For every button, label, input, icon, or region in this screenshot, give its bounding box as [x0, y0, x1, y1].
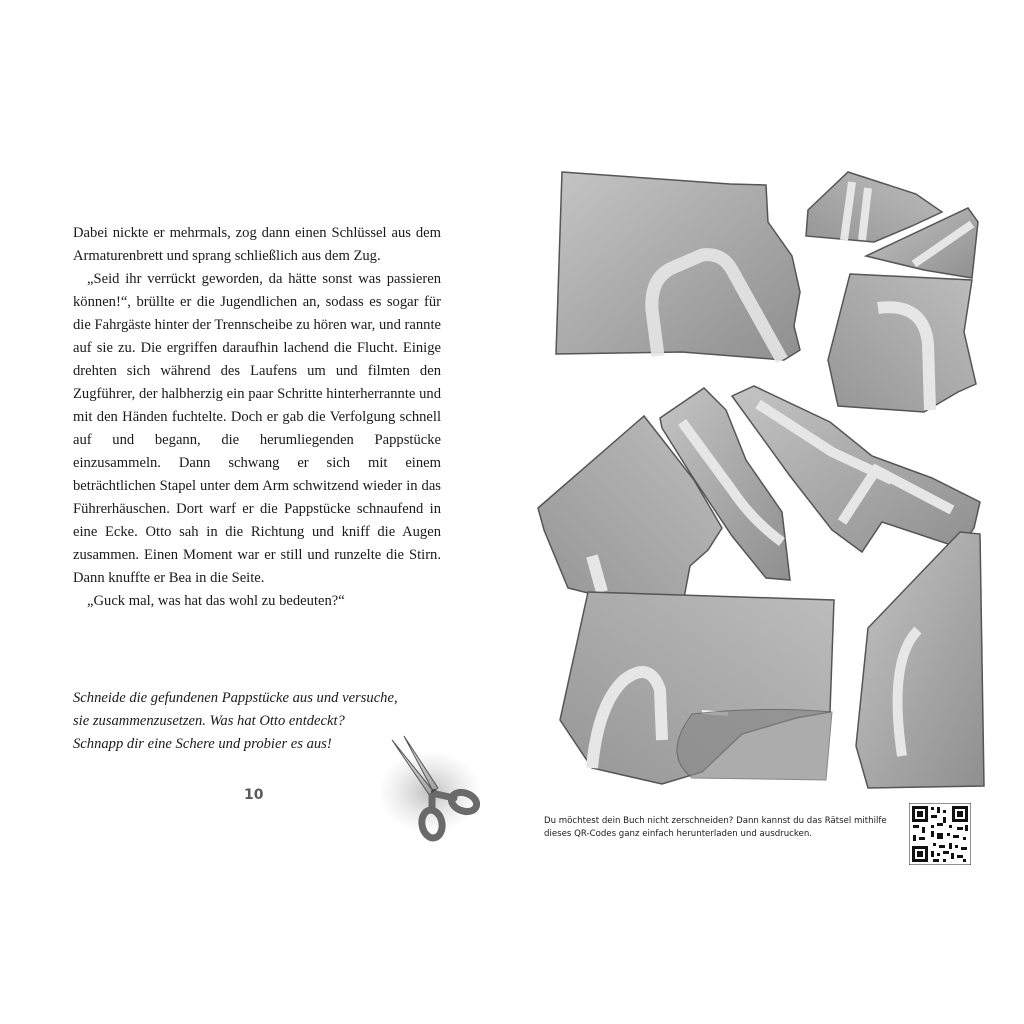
paragraph-1: Dabei nickte er mehrmals, zog dann einen Schlüssel aus dem Armaturenbrett und sprang schließlich aus dem Zug. [73, 225, 441, 264]
instruction-line-3: Schnapp dir eine Schere und probier es aus! [73, 736, 332, 752]
page-number: 10 [244, 787, 264, 803]
cardboard-piece-4 [828, 274, 976, 412]
qr-code-icon[interactable] [909, 803, 971, 865]
caption-line-1: Du möchtest dein Buch nicht zerschneiden? Dann kannst du das Rätsel mithilfe [544, 816, 887, 826]
qr-caption [544, 815, 914, 841]
instruction-line-2: sie zusammenzusetzen. Was hat Otto entdeckt? [73, 713, 345, 729]
instruction-line-1: Schneide die gefundenen Pappstücke aus und versuche, [73, 690, 398, 706]
cardboard-piece-8 [560, 592, 834, 784]
cardboard-piece-1 [556, 172, 800, 360]
paragraph-2: „Seid ihr verrückt geworden, da hätte sonst was passieren können!“, brüllte er die Jugendlichen an, sodass es sogar für die Fahrgäste hinter der Trennscheibe zu hören war, und rannte auf sie zu. Die ergriffen daraufhin lachend die Flucht. Einige drehten sich während des Laufens um und filmten den Zugführer, der halbherzig ein paar Schritte hinterherrannte und mit den Händen fuchtelte. Doch er gab die Verfolgung schnell auf und begann, die herumliegenden Pappstücke einzusammeln. Dann schwang er sich mit einem beträchtlichen Stapel unter dem Arm schwitzend wieder in das Führerhäuschen. Dort warf er die Pappstücke schnaufend in eine Ecke. Otto sah in die Richtung und kniff die Augen zusammen. Einen Moment war er still und runzelte die Stirn. Dann knuffte er Bea in die Seite. [73, 271, 441, 586]
cardboard-pieces [532, 160, 1002, 800]
paragraph-3: „Guck mal, was hat das wohl zu bedeuten?“ [87, 593, 345, 609]
right-page [512, 0, 1024, 1024]
caption-line-2: dieses QR-Codes ganz einfach herunterladen und ausdrucken. [544, 829, 813, 839]
cardboard-piece-9 [856, 532, 984, 788]
scissors-icon [372, 734, 490, 844]
story-text [73, 222, 441, 613]
